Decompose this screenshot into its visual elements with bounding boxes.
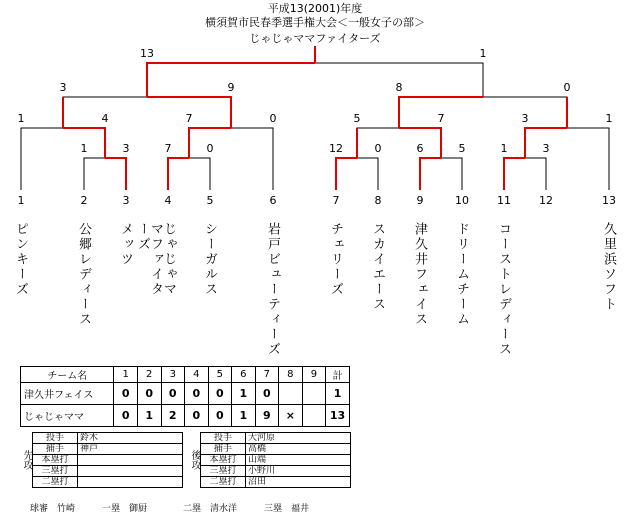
player-name: 山端 bbox=[246, 455, 351, 466]
final-line bbox=[147, 63, 483, 97]
match-11-12-win bbox=[504, 158, 525, 190]
match-11-12-score-right: 3 bbox=[542, 142, 550, 155]
inning-score: 1 bbox=[232, 405, 256, 427]
player-role-label: 本塁打 bbox=[33, 455, 78, 466]
score-team-name: じゃじゃママ bbox=[21, 405, 114, 427]
match-9-10-score-right: 5 bbox=[458, 142, 466, 155]
inning-score: 0 bbox=[114, 405, 138, 427]
header-col-7: 7 bbox=[255, 367, 279, 383]
header-col-1: 1 bbox=[114, 367, 138, 383]
match-4-5-score-right: 0 bbox=[206, 142, 214, 155]
team-name-8: スカイエース bbox=[370, 222, 385, 312]
inning-score: 0 bbox=[137, 383, 161, 405]
team-name-1: ピンキーズ bbox=[13, 222, 28, 297]
semifinal-left-line bbox=[63, 97, 231, 128]
header-col-計: 計 bbox=[326, 367, 350, 383]
team-number-9: 9 bbox=[416, 194, 424, 207]
inning-score: 0 bbox=[255, 383, 279, 405]
title-year: 平成13(2001)年度 bbox=[267, 2, 363, 15]
match-4-5-score-left: 7 bbox=[164, 142, 172, 155]
match-11-12-vs-13-score-left: 3 bbox=[521, 112, 529, 125]
team-number-13: 13 bbox=[602, 194, 616, 207]
team-number-7: 7 bbox=[332, 194, 340, 207]
semifinal-right-score-left: 8 bbox=[395, 81, 403, 94]
match-7-8-vs-9-10-score-right: 7 bbox=[437, 112, 445, 125]
player-name bbox=[78, 466, 183, 477]
team-number-10: 10 bbox=[455, 194, 469, 207]
inning-score: 2 bbox=[161, 405, 185, 427]
match-2-3-line bbox=[84, 158, 126, 190]
team-name-11: コーストレディース bbox=[496, 222, 511, 357]
header-col-4: 4 bbox=[185, 367, 209, 383]
inning-score bbox=[302, 405, 325, 427]
match-11-12-score-left: 1 bbox=[500, 142, 508, 155]
batting-order-label: 先攻 bbox=[21, 450, 32, 470]
inning-score: 1 bbox=[137, 405, 161, 427]
header-team: チーム名 bbox=[21, 367, 114, 383]
match-7-8-line bbox=[336, 158, 378, 190]
match-11-12-vs-13-score-right: 1 bbox=[605, 112, 613, 125]
team-name-3: メッツ bbox=[118, 222, 133, 267]
team-number-6: 6 bbox=[269, 194, 277, 207]
inning-score bbox=[302, 383, 325, 405]
team-name-5: シーガルス bbox=[202, 222, 217, 297]
match-1-vs-2-3-score-left: 1 bbox=[17, 112, 25, 125]
player-name bbox=[78, 477, 183, 488]
team-number-1: 1 bbox=[17, 194, 25, 207]
player-role-label: 投手 bbox=[201, 433, 246, 444]
team-number-12: 12 bbox=[539, 194, 553, 207]
umpires: 球審 竹崎 一塁 御厨 二塁 清水洋 三塁 福井 bbox=[30, 504, 310, 514]
team-number-3: 3 bbox=[122, 194, 130, 207]
player-name: 大河原 bbox=[246, 433, 351, 444]
match-4-5-vs-6-score-right: 0 bbox=[269, 112, 277, 125]
team-number-2: 2 bbox=[80, 194, 88, 207]
match-7-8-win bbox=[336, 158, 357, 190]
header-col-6: 6 bbox=[232, 367, 256, 383]
champion-name: じゃじゃママファイターズ bbox=[249, 32, 381, 45]
match-1-vs-2-3-score-right: 4 bbox=[101, 112, 109, 125]
match-2-3-score-right: 3 bbox=[122, 142, 130, 155]
semifinal-right-line bbox=[399, 97, 567, 128]
player-role-label: 本塁打 bbox=[201, 455, 246, 466]
player-name bbox=[78, 455, 183, 466]
team-name-2: 公郷レディース bbox=[76, 222, 91, 327]
match-2-3-win bbox=[105, 158, 126, 190]
match-11-12-line bbox=[504, 158, 546, 190]
team-number-5: 5 bbox=[206, 194, 214, 207]
title-tournament: 横須賀市民春季選手権大会＜一般女子の部＞ bbox=[205, 16, 425, 29]
team-number-11: 11 bbox=[497, 194, 511, 207]
final-score-left: 13 bbox=[140, 47, 154, 60]
team-name-7: チェリーズ bbox=[328, 222, 343, 297]
player-role-label: 捕手 bbox=[201, 444, 246, 455]
inning-score: 0 bbox=[114, 383, 138, 405]
match-2-3-score-left: 1 bbox=[80, 142, 88, 155]
match-4-5-vs-6-score-left: 7 bbox=[185, 112, 193, 125]
player-role-label: 二塁打 bbox=[33, 477, 78, 488]
player-role-label: 三塁打 bbox=[201, 466, 246, 477]
player-role-label: 投手 bbox=[33, 433, 78, 444]
team-name-13: 久里浜ソフト bbox=[601, 222, 616, 312]
team-name-10: ドリームチーム bbox=[454, 222, 469, 327]
second-team-players bbox=[188, 432, 351, 488]
inning-score: 9 bbox=[255, 405, 279, 427]
inning-score: × bbox=[279, 405, 303, 427]
header-col-3: 3 bbox=[161, 367, 185, 383]
header-col-9: 9 bbox=[302, 367, 325, 383]
match-9-10-score-left: 6 bbox=[416, 142, 424, 155]
match-7-8-score-right: 0 bbox=[374, 142, 382, 155]
final-score-right: 1 bbox=[479, 47, 487, 60]
inning-score: 0 bbox=[208, 405, 232, 427]
player-name: 小野川 bbox=[246, 466, 351, 477]
total-score: 13 bbox=[326, 405, 350, 427]
match-7-8-vs-9-10-line bbox=[357, 128, 441, 158]
match-7-8-score-left: 12 bbox=[329, 142, 343, 155]
team-number-4: 4 bbox=[164, 194, 172, 207]
semifinal-left-score-left: 3 bbox=[59, 81, 67, 94]
first-team-players bbox=[20, 432, 183, 488]
team-name-9: 津久井フェイス bbox=[412, 222, 427, 327]
semifinal-right-score-right: 0 bbox=[563, 81, 571, 94]
inning-score: 0 bbox=[161, 383, 185, 405]
match-9-10-line bbox=[420, 158, 462, 190]
player-name: 神戸 bbox=[78, 444, 183, 455]
inning-score: 0 bbox=[208, 383, 232, 405]
inning-score bbox=[279, 383, 303, 405]
team-name-4: じゃじゃママファイターズ bbox=[135, 222, 176, 297]
inning-score: 0 bbox=[185, 405, 209, 427]
batting-order-label: 後攻 bbox=[189, 450, 200, 470]
scoreboard bbox=[20, 366, 350, 427]
player-name: 鈴木 bbox=[78, 433, 183, 444]
match-1-vs-2-3-line bbox=[21, 128, 105, 190]
match-4-5-vs-6-line bbox=[189, 128, 273, 190]
team-number-8: 8 bbox=[374, 194, 382, 207]
inning-score: 1 bbox=[232, 383, 256, 405]
match-11-12-vs-13-line bbox=[525, 128, 609, 190]
semifinal-left-score-right: 9 bbox=[227, 81, 235, 94]
match-9-10-win bbox=[420, 158, 441, 190]
match-4-5-line bbox=[168, 158, 210, 190]
player-role-label: 捕手 bbox=[33, 444, 78, 455]
team-name-6: 岩戸ビューティーズ bbox=[265, 222, 280, 357]
player-role-label: 三塁打 bbox=[33, 466, 78, 477]
header-col-8: 8 bbox=[279, 367, 303, 383]
player-name: 高橋 bbox=[246, 444, 351, 455]
inning-score: 0 bbox=[185, 383, 209, 405]
player-role-label: 二塁打 bbox=[201, 477, 246, 488]
match-4-5-win bbox=[168, 158, 189, 190]
score-team-name: 津久井フェイス bbox=[21, 383, 114, 405]
match-7-8-vs-9-10-score-left: 5 bbox=[353, 112, 361, 125]
total-score: 1 bbox=[326, 383, 350, 405]
header-col-2: 2 bbox=[137, 367, 161, 383]
player-name: 沼田 bbox=[246, 477, 351, 488]
header-col-5: 5 bbox=[208, 367, 232, 383]
